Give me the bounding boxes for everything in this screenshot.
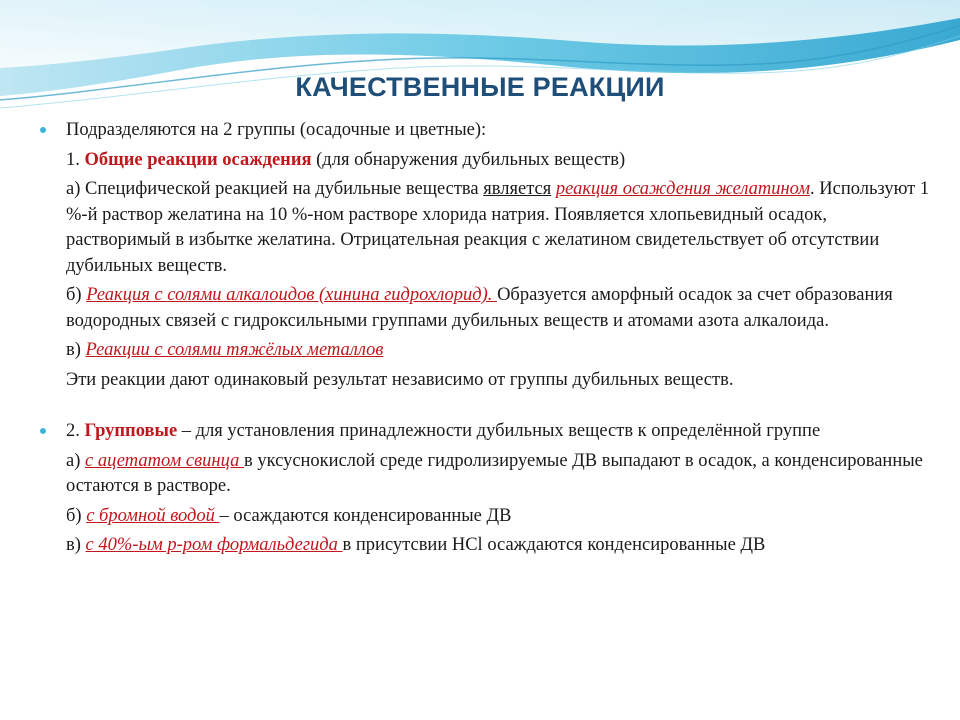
bullet-icon bbox=[40, 428, 46, 434]
gelatin-reaction-link: реакция осаждения желатином bbox=[555, 179, 811, 199]
slide-content bbox=[40, 118, 930, 559]
reaction-lead-acetate bbox=[40, 449, 930, 500]
formaldehyde-description: в присутсвии НСl осаждаются конденсированные ДВ bbox=[342, 535, 766, 555]
reaction-gelatin-paragraph bbox=[40, 177, 930, 279]
alkaloids-prefix: б) bbox=[66, 285, 87, 305]
gelatin-verb: является bbox=[483, 179, 552, 199]
heavy-metals-prefix: в) bbox=[66, 340, 86, 360]
alkaloids-reaction-link: Реакция с солями алкалоидов (хинина гидрохлорид). bbox=[86, 285, 498, 305]
gelatin-description: Используют 1 %-й раствор желатина на 10 %-ном растворе хлорида натрия. Появляется хлопьевидный осадок, растворимый в избытке желатина. Отрицательная реакция с желатином свидетельствует об отсутствии дубильных веществ. bbox=[66, 179, 930, 276]
reaction-heavy-metals bbox=[40, 338, 930, 364]
reaction-formaldehyde bbox=[40, 533, 930, 559]
intro-text: Подразделяются на 2 группы (осадочные и цветные): bbox=[66, 120, 487, 140]
bullet-groups-intro bbox=[40, 118, 930, 144]
item-number: 1. bbox=[66, 149, 85, 170]
bullet-icon bbox=[40, 127, 46, 133]
lead-acetate-description: в уксуснокислой среде гидролизируемые ДВ выпадают в осадок, а конденсированные остаются в растворе. bbox=[66, 450, 923, 496]
lead-acetate-link: с ацетатом свинца bbox=[85, 450, 244, 471]
reaction-bromine-water bbox=[40, 504, 930, 530]
general-reactions-heading bbox=[40, 148, 930, 174]
bromine-description: – осаждаются конденсированные ДВ bbox=[219, 505, 512, 526]
bromine-prefix: б) bbox=[66, 505, 87, 526]
group-reactions-label: Групповые bbox=[84, 421, 178, 441]
bromine-water-link: с бромной водой bbox=[86, 505, 220, 526]
reactions-conclusion bbox=[40, 368, 930, 394]
reaction-alkaloids-paragraph bbox=[40, 283, 930, 334]
general-reactions-label: Общие реакции осаждения bbox=[84, 149, 312, 170]
slide-title: КАЧЕСТВЕННЫЕ РЕАКЦИИ bbox=[295, 72, 665, 102]
heavy-metals-reaction-link: Реакции с солями тяжёлых металлов bbox=[85, 340, 384, 360]
gelatin-dot: . bbox=[810, 179, 815, 199]
lead-acetate-prefix: а) bbox=[66, 450, 85, 471]
formaldehyde-prefix: в) bbox=[66, 535, 86, 555]
formaldehyde-link: с 40%-ым р-ром формальдегида bbox=[85, 535, 343, 555]
group-number: 2. bbox=[66, 421, 85, 441]
conclusion-text: Эти реакции дают одинаковый результат независимо от группы дубильных веществ. bbox=[66, 369, 734, 390]
alkaloids-description: Образуется аморфный осадок за счет образования водородных связей с гидроксильными группами дубильных веществ и атомами азота алкалоида. bbox=[66, 285, 893, 331]
group-reactions-desc: – для установления принадлежности дубильных веществ к определённой группе bbox=[177, 421, 821, 441]
gelatin-prefix: а) Специфической реакцией на дубильные вещества bbox=[66, 179, 484, 199]
general-reactions-desc: (для обнаружения дубильных веществ) bbox=[311, 149, 626, 170]
bullet-group-reactions bbox=[40, 419, 930, 445]
